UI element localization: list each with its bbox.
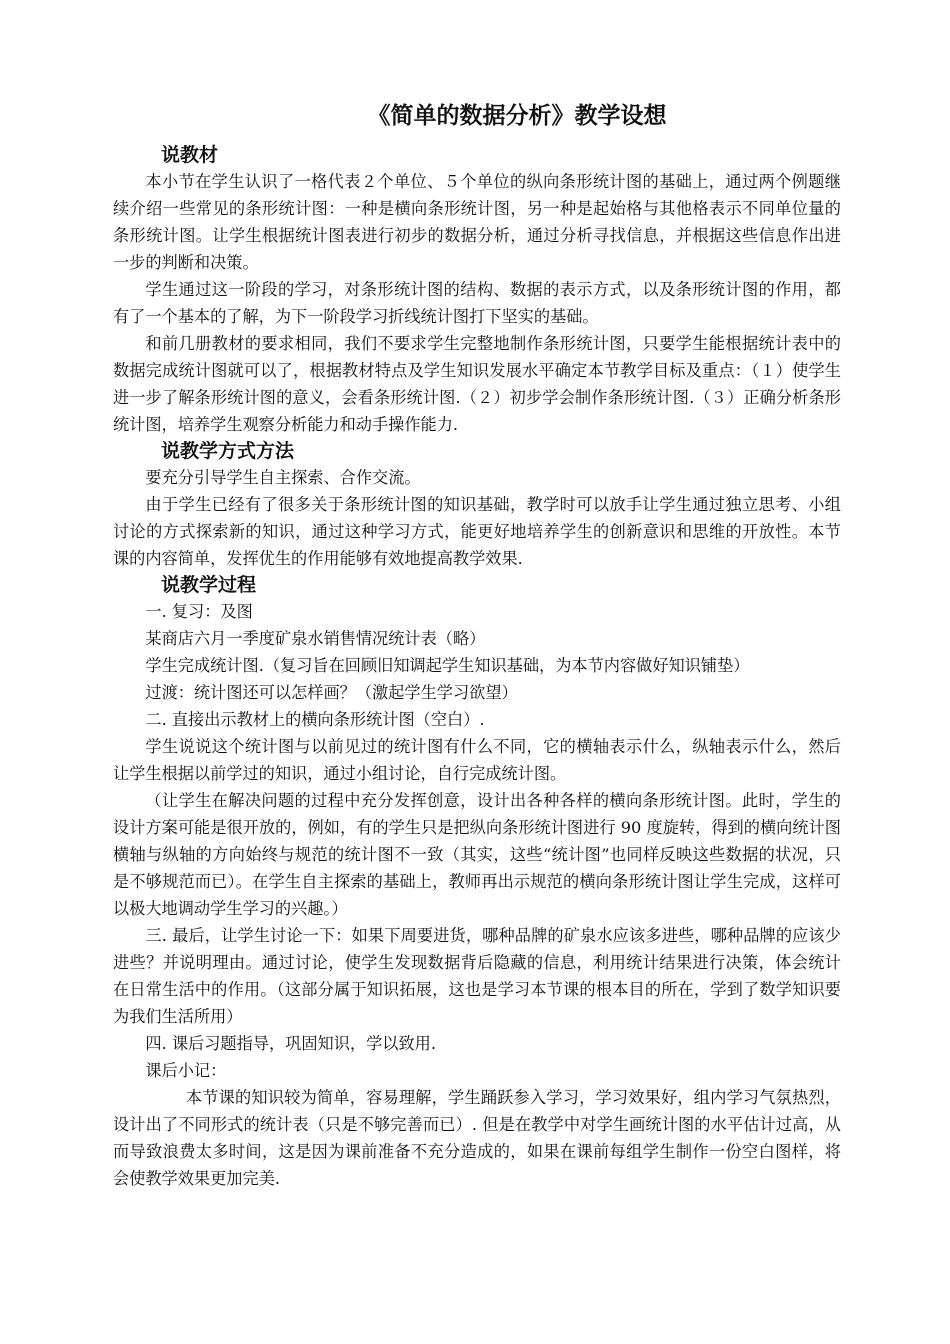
paragraph: 学生完成统计图.（复习旨在回顾旧知调起学生知识基础，为本节内容做好知识铺垫） (145, 656, 750, 675)
paragraph: 一. 复习：及图 (145, 602, 253, 621)
paragraph: （让学生在解决问题的过程中充分发挥创意，设计出各种各样的横向条形统计图。此时，学生的设计方案可能是很开放的，例如，有的学生只是把纵向条形统计图进行 90 度旋转，得到的横向统计图横轴与纵轴的方向始终与规范的统计图不一致（其实，这些“统计图”也同样反映这些数据的状况，只是不够规范而已）。在学生自主探索的基础上，教师再出示规范的横向条形统计图让学生完成，这样可以极大地调动学生学习的兴趣。） (113, 791, 841, 918)
paragraph: 过渡：统计图还可以怎样画？（激起学生学习欲望） (145, 683, 518, 702)
document-page (113, 96, 841, 1192)
paragraph: 和前几册教材的要求相同，我们不要求学生完整地制作条形统计图，只要学生能根据统计表中的数据完成统计图就可以了，根据教材特点及学生知识发展水平确定本节教学目标及重点：（１）使学生进一步了解条形统计图的意义，会看条形统计图.（２）初步学会制作条形统计图.（３）正确分析条形统计图，培养学生观察分析能力和动手操作能力. (113, 334, 841, 434)
paragraph: 课后小记： (145, 1061, 227, 1080)
paragraph: 要充分引导学生自主探索、合作交流。 (145, 468, 421, 487)
paragraph: 三. 最后，让学生讨论一下：如果下周要进货，哪种品牌的矿泉水应该多进些，哪种品牌的应该少进些？并说明理由。通过讨论，使学生发现数据背后隐藏的信息，利用统计结果进行决策，体会统计在日常生活中的作用。（这部分属于知识拓展，这也是学习本节课的根本目的所在，学到了数学知识要为我们生活所用） (113, 926, 841, 1026)
section-heading-textbook: 说教材 (161, 144, 219, 166)
paragraph: 本节课的知识较为简单，容易理解，学生踊跃参入学习，学习效果好，组内学习气氛热烈，设计出了不同形式的统计表（只是不够完善而已）. 但是在教学中对学生画统计图的水平估计过高，从而导致浪费太多时间，这是因为课前准备不充分造成的，如果在课前每组学生制作一份空白图样，将会使教学效果更加完美. (113, 1088, 841, 1188)
paragraph: 学生通过这一阶段的学习，对条形统计图的结构、数据的表示方式，以及条形统计图的作用，都有了一个基本的了解，为下一阶段学习折线统计图打下坚实的基础。 (113, 280, 841, 326)
section-heading-process: 说教学过程 (161, 574, 257, 596)
paragraph: 学生说说这个统计图与以前见过的统计图有什么不同，它的横轴表示什么，纵轴表示什么，然后让学生根据以前学过的知识，通过小组讨论，自行完成统计图。 (113, 737, 841, 783)
paragraph: 四. 课后习题指导，巩固知识，学以致用. (145, 1034, 437, 1053)
paragraph: 本小节在学生认识了一格代表２个单位、５个单位的纵向条形统计图的基础上，通过两个例题继续介绍一些常见的条形统计图：一种是横向条形统计图，另一种是起始格与其他格表示不同单位量的条形统计图。让学生根据统计图表进行初步的数据分析，通过分析寻找信息，并根据这些信息作出进一步的判断和决策。 (113, 172, 841, 272)
section-heading-methods: 说教学方式方法 (161, 440, 295, 462)
paragraph: 某商店六月一季度矿泉水销售情况统计表（略） (145, 629, 486, 648)
paragraph: 由于学生已经有了很多关于条形统计图的知识基础，教学时可以放手让学生通过独立思考、小组讨论的方式探索新的知识，通过这种学习方式，能更好地培养学生的创新意识和思维的开放性。本节课的内容简单，发挥优生的作用能够有效地提高教学效果. (113, 495, 841, 568)
document-title: 《简单的数据分析》教学设想 (367, 103, 667, 129)
paragraph: 二. 直接出示教材上的横向条形统计图（空白）. (145, 710, 485, 729)
